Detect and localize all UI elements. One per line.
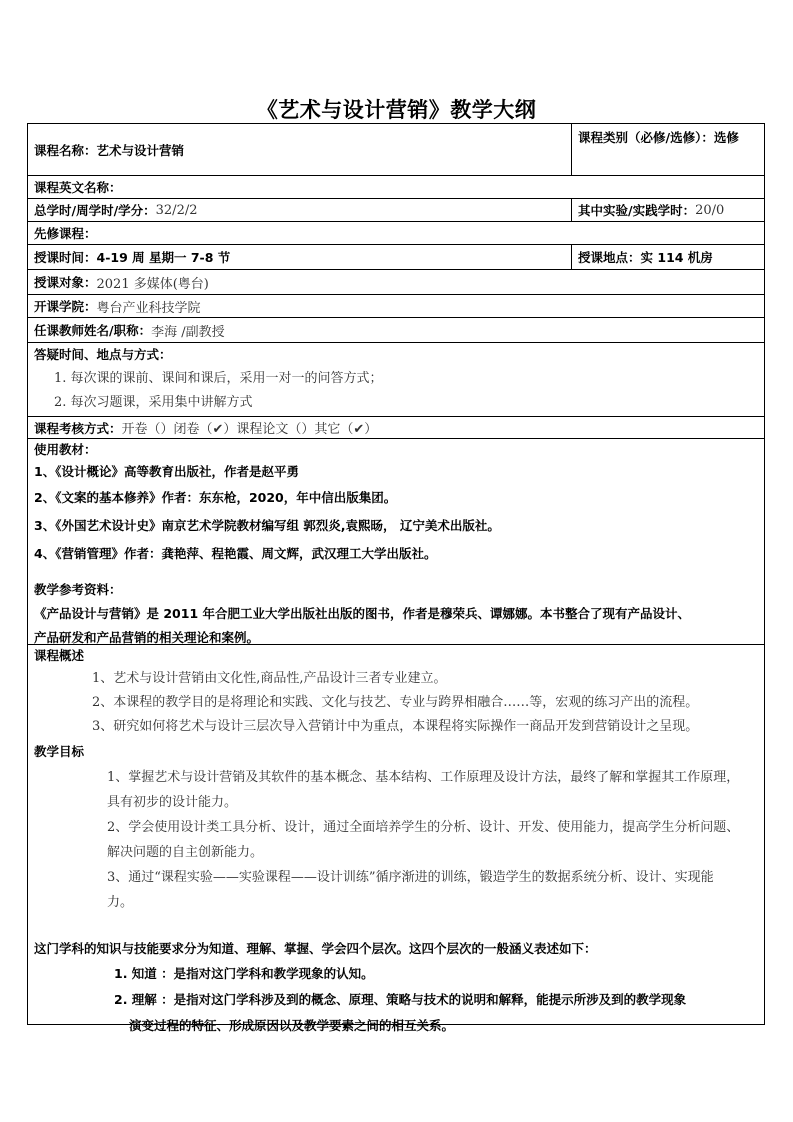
cell-prerequisite bbox=[28, 222, 764, 244]
cell-teacher bbox=[28, 318, 764, 342]
audience-value: 2021 多媒体(粤台) bbox=[96, 276, 209, 292]
references-label: 教学参考资料： bbox=[34, 582, 122, 597]
lab-hours-value: 20/0 bbox=[695, 202, 725, 218]
levels-item: 演变过程的特征、形成原因以及教学要素之间的相互关系。 bbox=[129, 1018, 455, 1033]
document-title: 《艺术与设计营销》教学大纲 bbox=[256, 98, 537, 122]
objectives-line: 3、通过“课程实验——实验课程——设计训练”循序渐进的训练，锻造学生的数据系统分析、设计、实现能 bbox=[107, 870, 714, 885]
time-label: 授课时间： bbox=[34, 250, 97, 265]
textbook-item: 4、《营销管理》作者：龚艳萍、程艳霞、周文辉，武汉理工大学出版社。 bbox=[34, 546, 437, 561]
location-label: 授课地点： bbox=[578, 250, 641, 265]
row-assessment bbox=[28, 416, 764, 438]
row-english-name bbox=[28, 175, 764, 198]
syllabus-table bbox=[27, 123, 765, 1033]
cell-time bbox=[28, 245, 572, 269]
references-line: 《产品设计与营销》是 2011 年合肥工业大学出版社出版的图书，作者是穆荣兵、谭娜娜。本书整合了现有产品设计、 bbox=[34, 606, 690, 621]
hours-value: 32/2/2 bbox=[155, 202, 198, 218]
course-type-label: 课程类别（必修/选修）： bbox=[578, 130, 714, 145]
qa-item: 2. 每次习题课，采用集中讲解方式 bbox=[54, 395, 253, 410]
course-name-label: 课程名称： bbox=[34, 142, 97, 158]
objectives-line: 解决问题的自主创新能力。 bbox=[107, 845, 264, 860]
levels-item: 2. 理解 ：是指对这门学科涉及到的概念、原理、策略与技术的说明和解释，能提示所涉及到的教学现象 bbox=[114, 992, 687, 1007]
levels-intro: 这门学科的知识与技能要求分为知道、理解、掌握、学会四个层次。这四个层次的一般涵义表述如下： bbox=[34, 941, 597, 956]
qa-label: 答疑时间、地点与方式： bbox=[34, 347, 172, 362]
college-value: 粤台产业科技学院 bbox=[96, 300, 201, 316]
row-hours bbox=[28, 198, 764, 221]
textbook-item: 2、《文案的基本修养》作者：东东枪，2020，年中信出版集团。 bbox=[34, 490, 397, 505]
audience-label: 授课对象： bbox=[34, 275, 97, 290]
teacher-label: 任课教师姓名/职称： bbox=[34, 323, 152, 338]
assessment-label: 课程考核方式： bbox=[34, 420, 122, 436]
cell-lab-hours bbox=[572, 199, 764, 221]
college-label: 开课学院： bbox=[34, 299, 97, 314]
row-teacher bbox=[28, 317, 764, 342]
objectives-line: 2、学会使用设计类工具分析、设计，通过全面培养学生的分析、设计、开发、使用能力，提高学生分析问题、 bbox=[107, 820, 740, 835]
overview-item: 1、艺术与设计营销由文化性,商品性,产品设计三者专业建立。 bbox=[92, 671, 447, 686]
objectives-line: 1、掌握艺术与设计营销及其软件的基本概念、基本结构、工作原理及设计方法，最终了解和掌握其工作原理， bbox=[107, 770, 740, 785]
row-course-name bbox=[28, 124, 764, 175]
textbook-item: 3、《外国艺术设计史》南京艺术学院教材编写组 郭烈炎,袁熙旸， 辽宁美术出版社。 bbox=[34, 518, 500, 533]
cell-course-name bbox=[28, 124, 572, 175]
cell-assessment bbox=[28, 417, 764, 438]
row-content bbox=[28, 644, 764, 1033]
qa-item: 1. 每次课的课前、课间和课后，采用一对一的问答方式； bbox=[54, 371, 383, 386]
textbooks-label: 使用教材： bbox=[34, 442, 97, 457]
objectives-line: 具有初步的设计能力。 bbox=[107, 795, 238, 810]
cell-qa bbox=[28, 343, 764, 416]
cell-materials bbox=[28, 439, 764, 644]
overview-label: 课程概述 bbox=[34, 648, 85, 663]
textbook-item: 1、《设计概论》高等教育出版社，作者是赵平勇 bbox=[34, 464, 299, 479]
teacher-value: 李海 /副教授 bbox=[151, 324, 225, 340]
row-materials bbox=[28, 438, 764, 644]
row-college bbox=[28, 294, 764, 317]
row-audience bbox=[28, 269, 764, 294]
overview-item: 3、研究如何将艺术与设计三层次导入营销计中为重点，本课程将实际操作一商品开发到营销设计之呈现。 bbox=[92, 719, 699, 734]
course-type-value: 选修 bbox=[713, 130, 739, 145]
cell-college bbox=[28, 295, 764, 317]
references-line: 产品研发和产品营销的相关理论和案例。 bbox=[34, 630, 260, 645]
cell-hours bbox=[28, 199, 572, 221]
cell-location bbox=[572, 245, 764, 269]
row-qa bbox=[28, 342, 764, 416]
english-name-label: 课程英文名称： bbox=[34, 180, 122, 195]
objectives-line: 力。 bbox=[107, 895, 134, 910]
row-time bbox=[28, 244, 764, 269]
cell-course-type bbox=[572, 124, 764, 175]
assessment-value: 开卷（）闭卷（✔）课程论文（）其它（✔） bbox=[121, 422, 378, 437]
levels-item: 1. 知道 ：是指对这门学科和教学现象的认知。 bbox=[114, 966, 374, 981]
location-value: 实 114 机房 bbox=[640, 250, 713, 265]
cell-content bbox=[28, 645, 764, 1033]
cell-audience bbox=[28, 270, 764, 294]
row-prerequisite bbox=[28, 221, 764, 244]
cell-english-name bbox=[28, 176, 764, 198]
course-name-value: 艺术与设计营销 bbox=[96, 142, 185, 158]
objectives-label: 教学目标 bbox=[34, 744, 85, 759]
time-value: 4-19 周 星期一 7-8 节 bbox=[96, 250, 231, 265]
prerequisite-label: 先修课程： bbox=[34, 226, 97, 241]
overview-item: 2、本课程的教学目的是将理论和实践、文化与技艺、专业与跨界相融合……等，宏观的练习产出的流程。 bbox=[92, 695, 699, 710]
hours-label: 总学时/周学时/学分： bbox=[34, 203, 156, 218]
lab-hours-label: 其中实验/实践学时： bbox=[578, 203, 696, 218]
